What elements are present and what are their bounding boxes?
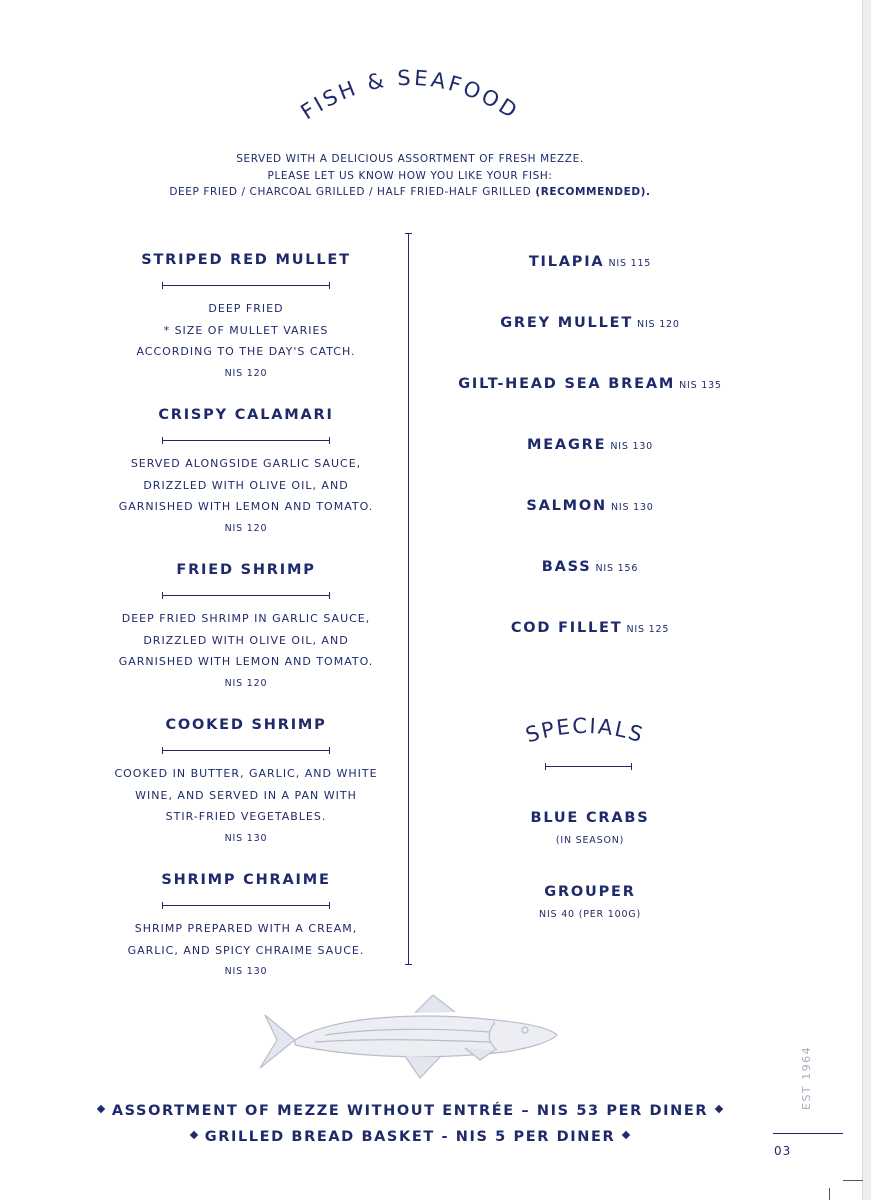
dish-name: COOKED SHRIMP — [165, 717, 327, 733]
crop-mark — [843, 1180, 863, 1181]
fish-name: GREY MULLET — [500, 315, 634, 331]
intro-line-2: PLEASE LET US KNOW HOW YOU LIKE YOUR FISH: — [267, 169, 553, 182]
dish-list — [96, 250, 396, 1025]
dish-description: SERVED ALONGSIDE GARLIC SAUCE, DRIZZLED WITH OLIVE OIL, AND GARNISHED WITH LEMON AND TOMATO. — [118, 457, 374, 513]
dish-name: STRIPED RED MULLET — [141, 252, 351, 268]
page-title — [270, 50, 550, 140]
dish-price: NIS 130 — [224, 832, 268, 844]
est-label: EST 1964 — [800, 1045, 813, 1110]
page-number: 03 — [774, 1144, 792, 1158]
dish-description: DEEP FRIED * SIZE OF MULLET VARIES ACCORDING TO THE DAY'S CATCH. — [136, 302, 356, 358]
intro-line-3: DEEP FRIED / CHARCOAL GRILLED / HALF FRIED-HALF GRILLED (RECOMMENDED). — [169, 186, 651, 198]
fish-name: BASS — [541, 559, 592, 575]
footer-line-1: ASSORTMENT OF MEZZE WITHOUT ENTRÉE – NIS 53 PER DINER — [0, 1103, 820, 1119]
dish-price: NIS 120 — [224, 677, 268, 689]
fish-name: COD FILLET — [510, 620, 623, 636]
footer-line-2: GRILLED BREAD BASKET - NIS 5 PER DINER — [0, 1129, 820, 1145]
fish-list — [440, 250, 740, 677]
fish-item — [440, 555, 740, 616]
dish-rule — [162, 285, 330, 286]
special-name: GROUPER — [544, 884, 636, 900]
fish-item — [440, 250, 740, 311]
dish-name: SHRIMP CHRAIME — [161, 872, 331, 888]
specials-title — [495, 700, 675, 760]
dish-price: NIS 120 — [224, 522, 268, 534]
fish-price: NIS 130 — [610, 441, 654, 452]
special-note: (IN SEASON) — [555, 835, 625, 846]
intro-text — [0, 151, 820, 201]
special-note: NIS 40 (PER 100G) — [539, 909, 641, 920]
fish-name: SALMON — [526, 498, 607, 514]
fish-price: NIS 156 — [595, 563, 639, 574]
dish-rule — [162, 905, 330, 906]
fish-item — [440, 433, 740, 494]
dish-rule — [162, 750, 330, 751]
dish-price: NIS 120 — [224, 367, 268, 379]
fish-name: MEAGRE — [526, 437, 607, 453]
dish-item — [96, 715, 396, 870]
fish-price: NIS 135 — [679, 380, 722, 391]
dish-name: FRIED SHRIMP — [176, 562, 316, 578]
dish-description: DEEP FRIED SHRIMP IN GARLIC SAUCE, DRIZZLED WITH OLIVE OIL, AND GARNISHED WITH LEMON AND TOMATO. — [118, 612, 374, 668]
fish-price: NIS 130 — [610, 502, 654, 513]
dish-rule — [162, 440, 330, 441]
diamond-bullet-icon — [715, 1105, 723, 1113]
fish-name: TILAPIA — [528, 254, 605, 270]
dish-rule — [162, 595, 330, 596]
dish-item — [96, 250, 396, 405]
column-divider — [408, 233, 409, 965]
dish-price: NIS 130 — [224, 966, 268, 977]
diamond-bullet-icon — [189, 1131, 197, 1139]
intro-line-1: SERVED WITH A DELICIOUS ASSORTMENT OF FRESH MEZZE. — [236, 153, 584, 165]
svg-text:FISH & SEAFOOD: FISH & SEAFOOD — [296, 65, 524, 125]
specials-rule — [545, 766, 632, 767]
diamond-bullet-icon — [622, 1131, 630, 1139]
special-item — [440, 882, 740, 924]
fish-item — [440, 311, 740, 372]
fish-item — [440, 494, 740, 555]
fish-price: NIS 125 — [626, 624, 670, 635]
fish-item — [440, 616, 740, 677]
fish-price: NIS 115 — [608, 258, 652, 269]
dish-description: SHRIMP PREPARED WITH A CREAM, GARLIC, AND SPICY CHRAIME SAUCE. — [127, 922, 365, 957]
page-number-rule — [773, 1133, 843, 1134]
fish-illustration-icon — [255, 990, 565, 1085]
dish-item — [96, 405, 396, 560]
svg-text:SPECIALS: SPECIALS — [522, 713, 648, 748]
special-item — [440, 808, 740, 850]
page-edge — [862, 0, 871, 1200]
fish-price: NIS 120 — [637, 319, 680, 330]
crop-mark — [829, 1188, 830, 1200]
dish-name: CRISPY CALAMARI — [158, 407, 334, 423]
fish-item — [440, 372, 740, 433]
dish-item — [96, 560, 396, 715]
diamond-bullet-icon — [97, 1105, 105, 1113]
fish-name: GILT-HEAD SEA BREAM — [458, 376, 676, 392]
dish-description: COOKED IN BUTTER, GARLIC, AND WHITE WINE, AND SERVED IN A PAN WITH STIR-FRIED VEGETABLES. — [114, 767, 378, 823]
recommended-label: (RECOMMENDED). — [535, 186, 651, 198]
special-name: BLUE CRABS — [530, 810, 650, 826]
